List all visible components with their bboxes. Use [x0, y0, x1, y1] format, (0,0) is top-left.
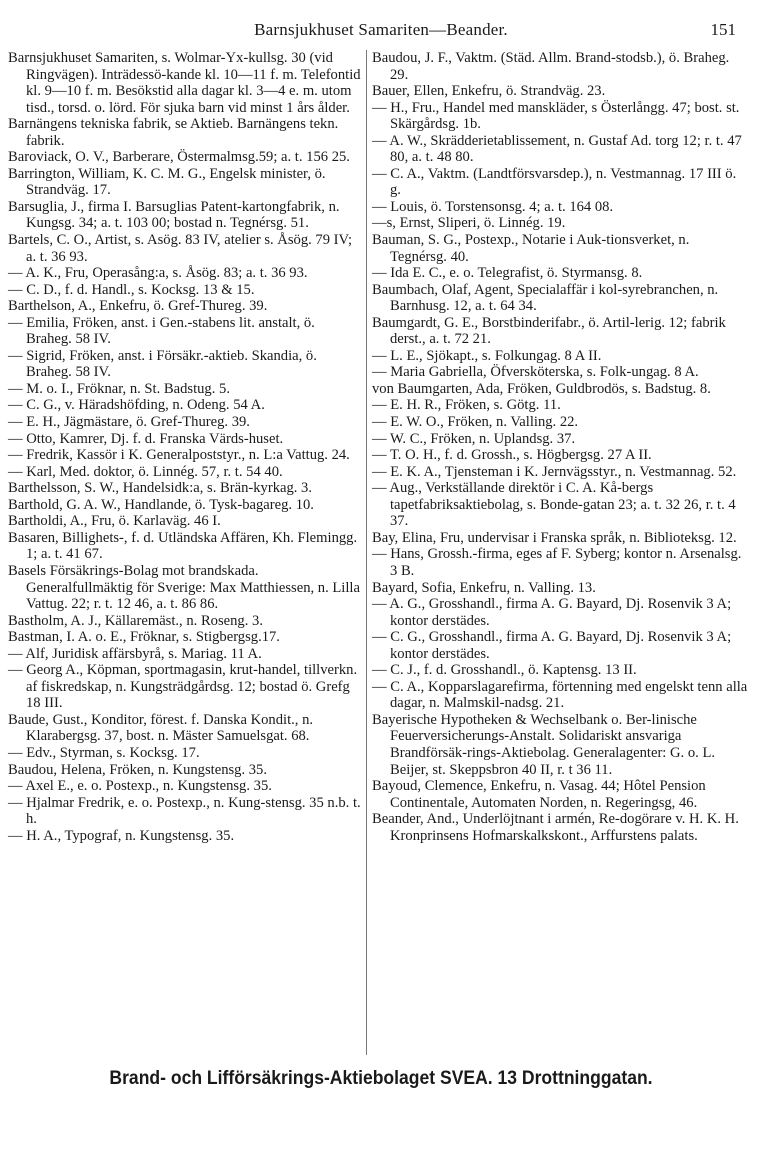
directory-entry: — Ida E. C., e. o. Telegrafist, ö. Styrmansg. 8. [372, 265, 643, 282]
left-column [8, 50, 364, 844]
directory-entry: — Alf, Juridisk affärsbyrå, s. Mariag. 11 A. [8, 645, 262, 662]
directory-entry: Barthold, G. A. W., Handlande, ö. Tysk-bagareg. 10. [8, 496, 314, 513]
directory-entry: Barsuglia, J., firma I. Barsuglias Patent-kartongfabrik, n. Kungsg. 34; a. t. 103 00; bostad n. Tegnérsg. 51. [8, 198, 340, 232]
directory-entry: Bartels, C. O., Artist, s. Asög. 83 IV, atelier s. Åsög. 79 IV; a. t. 36 93. [8, 232, 353, 265]
directory-entry: — Otto, Kamrer, Dj. f. d. Franska Värds-huset. [8, 430, 284, 447]
directory-entry: Bauman, S. G., Postexp., Notarie i Auk-tionsverket, n. Tegnérsg. 40. [372, 232, 690, 265]
directory-entry: Baudou, J. F., Vaktm. (Städ. Allm. Brand-stodsb.), ö. Braheg. 29. [372, 50, 730, 83]
directory-entry: Baude, Gust., Konditor, förest. f. Danska Kondit., n. Klarabergsg. 37, bost. n. Mäster Samuelsgat. 68. [8, 711, 314, 745]
directory-entry: — Aug., Verkställande direktör i C. A. Kå-bergs tapetfabriksaktiebolag, s. Bonde-gatan 23; a. t. 32 26, r. t. 4 37. [372, 480, 736, 530]
directory-entry: Bayoud, Clemence, Enkefru, n. Vasag. 44; Hôtel Pension Continentale, Automaten Norden, n. Regeringsg, 46. [372, 778, 706, 811]
directory-entry: Bastholm, A. J., Källaremäst., n. Roseng. 3. [8, 612, 263, 629]
directory-entry: — M. o. I., Fröknar, n. St. Badstug. 5. [8, 380, 230, 397]
footer-advertisement: Brand- och Lifförsäkrings-Aktiebolaget SVEA. 13 Drottninggatan. [109, 1067, 653, 1089]
directory-entry: — L. E., Sjökapt., s. Folkungag. 8 A II. [372, 347, 602, 364]
directory-entry: — E. W. O., Fröken, n. Valling. 22. [372, 414, 579, 431]
directory-entry: Basels Försäkrings-Bolag mot brandskada. Generalfullmäktig för Sverige: Max Matthiessen, n. Lilla Vattug. 22; r. t. 12 46, a. t. 86 86. [8, 562, 360, 613]
directory-entry: Baudou, Helena, Fröken, n. Kungstensg. 35. [8, 761, 268, 778]
directory-entry: von Baumgarten, Ada, Fröken, Guldbrodös, s. Badstug. 8. [372, 380, 711, 397]
directory-entry: Basaren, Billighets-, f. d. Utländska Affären, Kh. Flemingg. 1; a. t. 41 67. [8, 529, 358, 563]
directory-entry: Beander, And., Underlöjtnant i armén, Re-dogörare v. H. K. H. Kronprinsens Hofmarskalkskont., Arffurstens palats. [372, 811, 739, 844]
directory-entry: Bayerische Hypotheken & Wechselbank o. Ber-linische Feuerversicherungs-Anstalt. Solidariskt ansvariga Brandförsäk-rings-Aktiebolag. Generalagenter: G. o. L. Beijer, st. Skeppsbron 40 II, r. t 36 11. [372, 711, 716, 778]
directory-entry: — Maria Gabriella, Öfversköterska, s. Folk-ungag. 8 A. [372, 364, 699, 381]
directory-entry: — C. D., f. d. Handl., s. Kocksg. 13 & 15. [8, 281, 255, 298]
directory-entry: — C. A., Kopparslagarefirma, förtenning med engelskt tenn alla dagar, n. Malmskil-nadsg. 21. [372, 678, 748, 712]
directory-entry: — T. O. H., f. d. Grossh., s. Högbergsg. 27 A II. [372, 447, 652, 464]
directory-entry: — Fredrik, Kassör i K. Generalpoststyr., n. L:a Vattug. 24. [8, 447, 350, 464]
directory-entry: Baumbach, Olaf, Agent, Specialaffär i kol-syrebranchen, n. Barnhusg. 12, a. t. 64 34. [372, 281, 719, 315]
directory-entry: — E. H., Jägmästare, ö. Gref-Thureg. 39. [8, 414, 250, 431]
running-title: Barnsjukhuset Samariten—Beander. [254, 20, 508, 39]
directory-entry: Barnängens tekniska fabrik, se Aktieb. Barnängens tekn. fabrik. [8, 116, 339, 149]
directory-entry: — E. H. R., Fröken, s. Götg. 11. [372, 397, 561, 414]
directory-entry: — C. G., Grosshandl., firma A. G. Bayard, Dj. Rosenvik 3 A; kontor derstädes. [372, 629, 732, 662]
directory-entry: — Louis, ö. Torstensonsg. 4; a. t. 164 08. [372, 198, 614, 215]
right-column [372, 50, 748, 844]
directory-entry: Bayard, Sofia, Enkefru, n. Valling. 13. [372, 579, 596, 596]
directory-entry: — Hans, Grossh.-firma, eges af F. Syberg; kontor n. Arsenalsg. 3 B. [372, 546, 742, 579]
directory-entry: Bauer, Ellen, Enkefru, ö. Strandväg. 23. [372, 83, 606, 100]
directory-entry: — A. W., Skrädderietablissement, n. Gustaf Ad. torg 12; r. t. 47 80, a. t. 48 80. [372, 132, 742, 166]
directory-entry: — C. G., v. Häradshöfding, n. Odeng. 54 A. [8, 397, 265, 414]
page-number: 151 [710, 20, 736, 39]
directory-entry: — Axel E., e. o. Postexp., n. Kungstensg. 35. [8, 778, 272, 795]
directory-entry: — Hjalmar Fredrik, e. o. Postexp., n. Kung-stensg. 35 n.b. t. h. [8, 794, 361, 828]
directory-entry: — C. A., Vaktm. (Landtförsvarsdep.), n. Vestmannag. 17 III ö. g. [372, 165, 737, 199]
directory-entry: Barrington, William, K. C. M. G., Engelsk minister, ö. Strandväg. 17. [8, 165, 326, 199]
directory-entry: Bay, Elina, Fru, undervisar i Franska språk, n. Biblioteksg. 12. [372, 529, 737, 546]
directory-entry: Bastman, I. A. o. E., Fröknar, s. Stigbergsg.17. [8, 629, 280, 646]
directory-entry: — Edv., Styrman, s. Kocksg. 17. [8, 744, 200, 761]
directory-entry: —s, Ernst, Sliperi, ö. Linnég. 19. [372, 215, 566, 232]
directory-entry: Bartholdi, A., Fru, ö. Karlaväg. 46 I. [8, 513, 221, 530]
directory-entry: Baroviack, O. V., Barberare, Östermalmsg.59; a. t. 156 25. [8, 149, 350, 166]
directory-entry: — Georg A., Köpman, sportmagasin, krut-handel, tillverkn. af fiskredskap, n. Kungsträdgårdsg. 12; bostad ö. Grefg 18 III. [8, 662, 358, 712]
directory-entry: — A. G., Grosshandl., firma A. G. Bayard, Dj. Rosenvik 3 A; kontor derstädes. [372, 596, 732, 629]
directory-entry: — Sigrid, Fröken, anst. i Försäkr.-aktieb. Skandia, ö. Braheg. 58 IV. [8, 347, 317, 381]
directory-entry: Barthelson, A., Enkefru, ö. Gref-Thureg. 39. [8, 298, 268, 315]
directory-entry: Baumgardt, G. E., Borstbinderifabr., ö. Artil-lerig. 12; fabrik derst., a. t. 72 21. [372, 314, 726, 348]
directory-entry: — E. K. A., Tjensteman i K. Jernvägsstyr., n. Vestmannag. 52. [372, 463, 737, 480]
directory-entry: — A. K., Fru, Operasång:a, s. Åsög. 83; a. t. 36 93. [8, 265, 308, 282]
directory-entry: — C. J., f. d. Grosshandl., ö. Kaptensg. 13 II. [372, 662, 637, 679]
column-divider [366, 50, 367, 1055]
directory-entry: Barthelsson, S. W., Handelsidk:a, s. Brän-kyrkag. 3. [8, 480, 313, 497]
directory-entry: — Karl, Med. doktor, ö. Linnég. 57, r. t. 54 40. [8, 463, 283, 480]
directory-entry: Barnsjukhuset Samariten, s. Wolmar-Yx-kullsg. 30 (vid Ringvägen). Inträdessö-kande kl. 10—11 f. m. Telefontid kl. 9—10 f. m. Besökstid alla dagar kl. 3—4 e. m. utom tisd., torsd. o. lörd. För sjuka barn vid minst 1 års ålder. [8, 50, 361, 116]
directory-entry: — H., Fru., Handel med manskläder, s Österlångg. 47; bost. st. Skärgårdsg. 1b. [372, 99, 740, 133]
directory-entry: — H. A., Typograf, n. Kungstensg. 35. [8, 827, 235, 844]
directory-entry: — Emilia, Fröken, anst. i Gen.-stabens lit. anstalt, ö. Braheg. 58 IV. [8, 314, 315, 348]
page-header [0, 18, 762, 44]
directory-entry: — W. C., Fröken, n. Uplandsg. 37. [372, 430, 576, 447]
